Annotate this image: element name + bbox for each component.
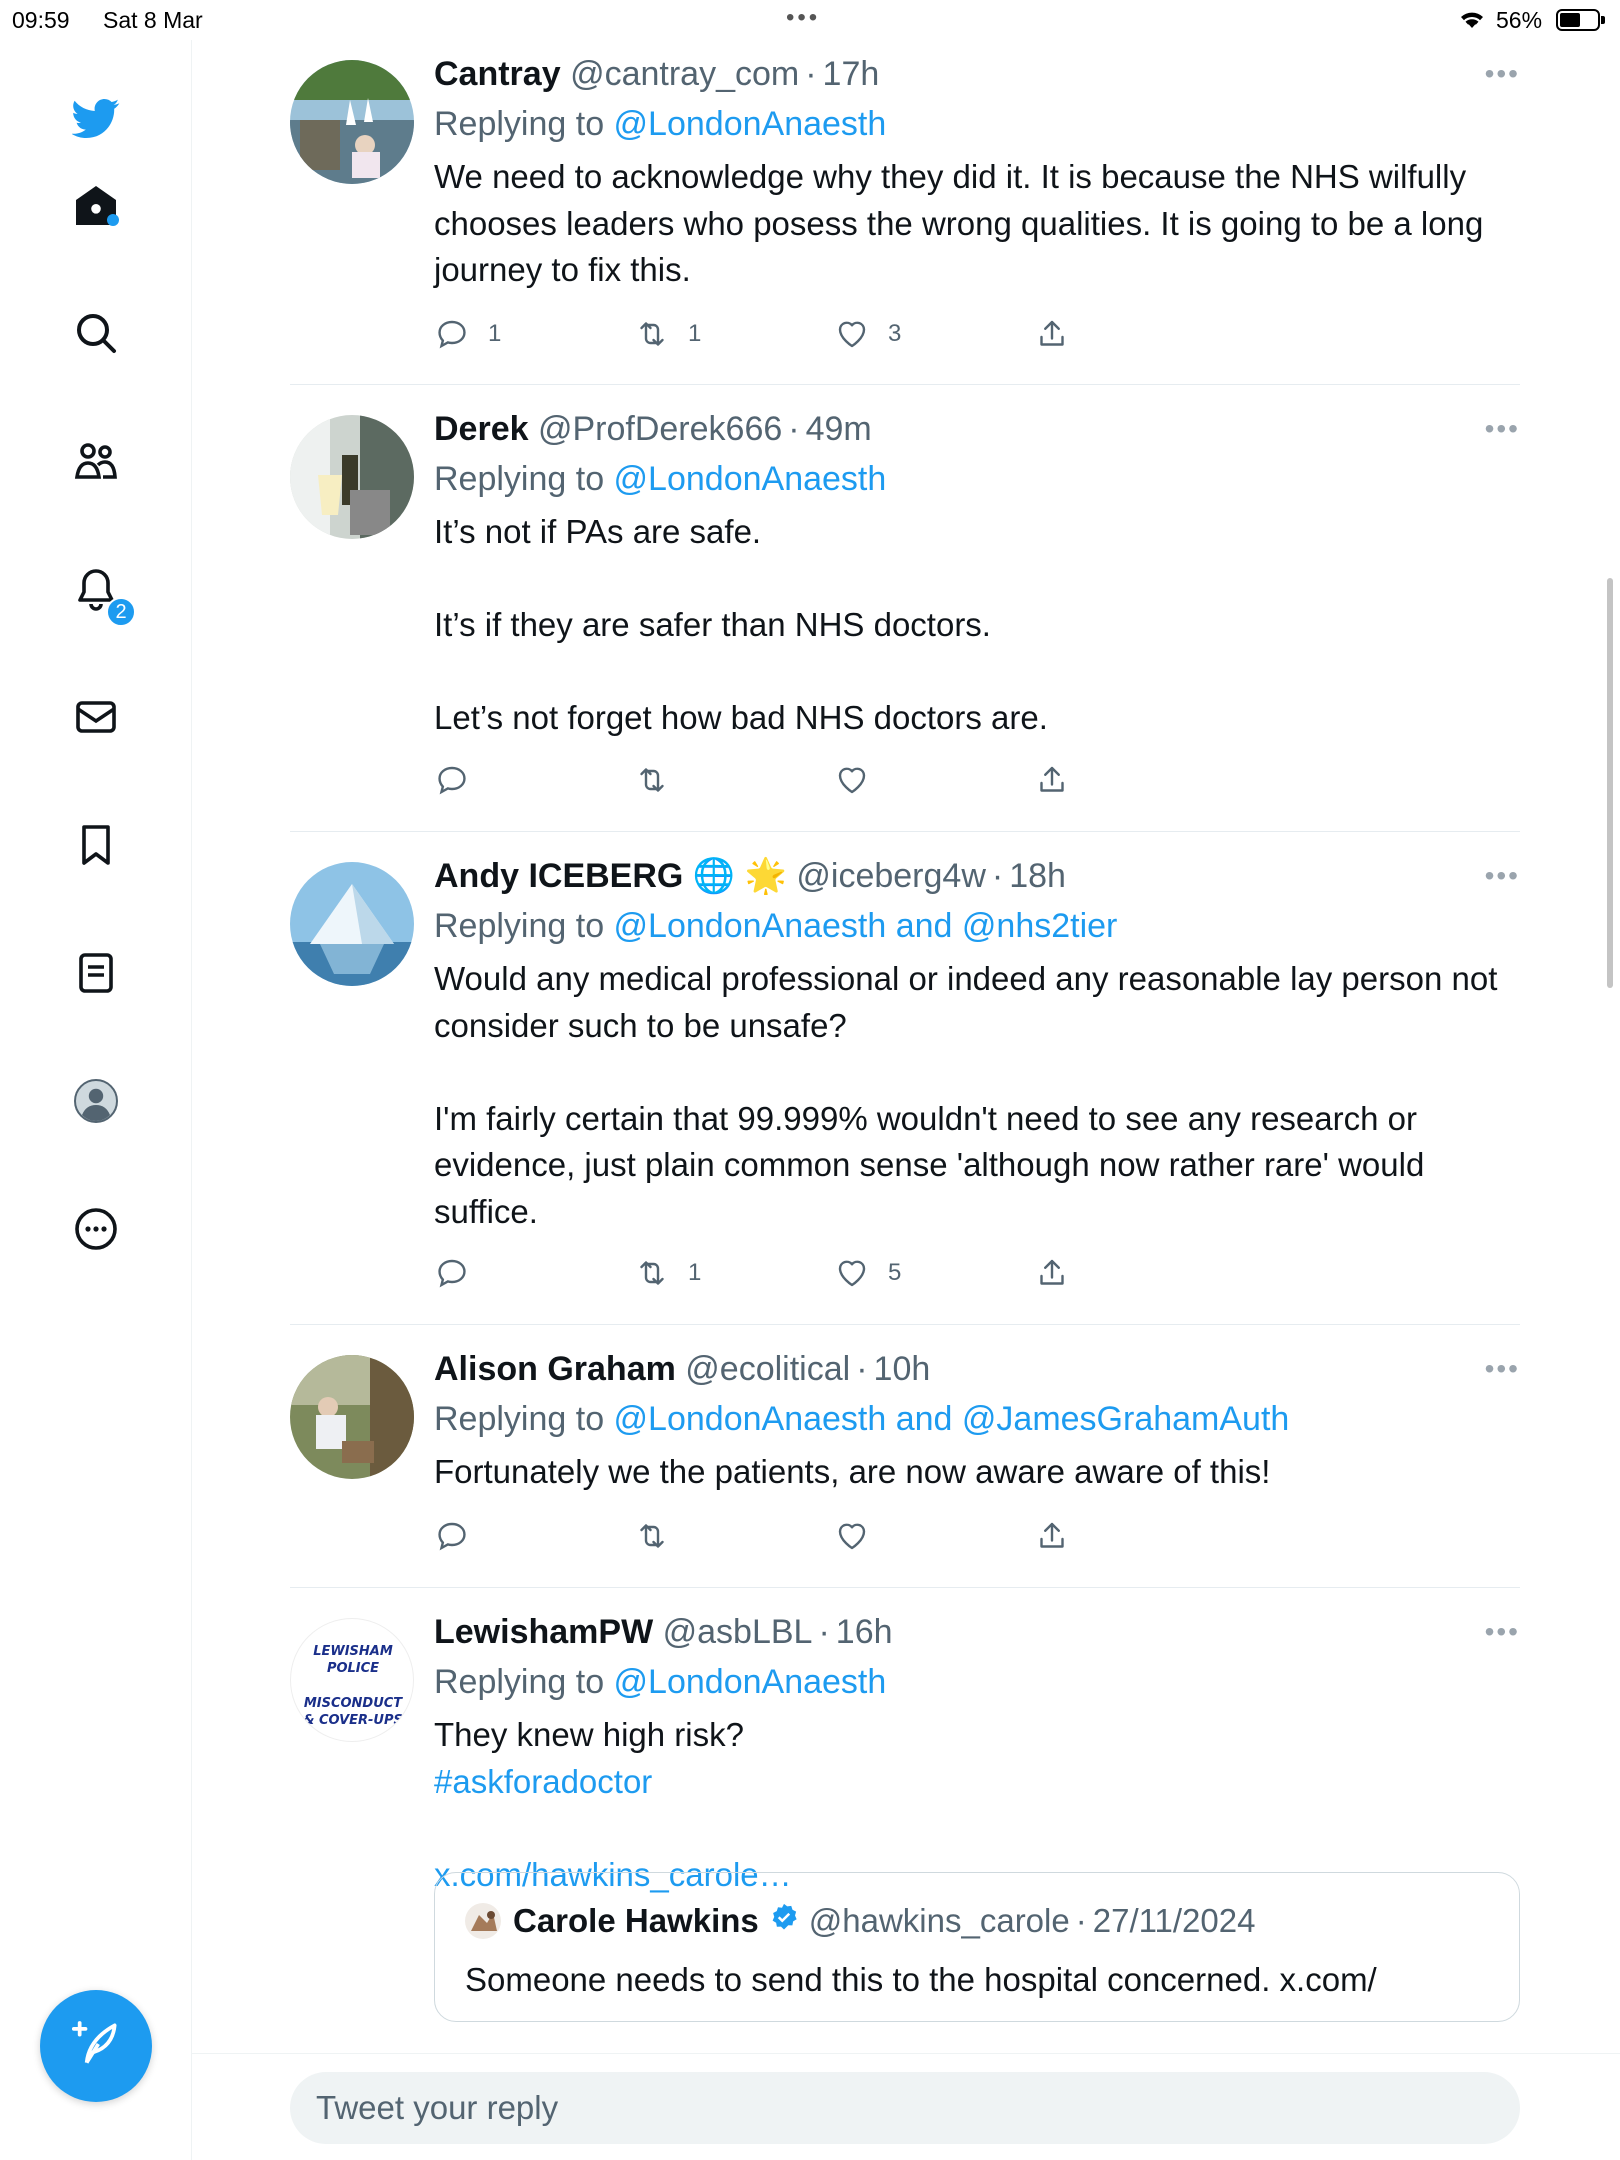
handle[interactable]: @asbLBL xyxy=(662,1613,813,1651)
mention-link[interactable]: @LondonAnaesth xyxy=(613,460,887,498)
share-button[interactable] xyxy=(1034,1255,1070,1291)
separator: · xyxy=(856,1350,868,1388)
more-icon[interactable]: ••• xyxy=(1484,1616,1520,1647)
tweet[interactable] xyxy=(290,1588,1520,2108)
like-button[interactable] xyxy=(834,1255,901,1291)
scrollbar[interactable] xyxy=(1607,578,1613,988)
reply-icon xyxy=(434,1518,470,1554)
retweet-icon xyxy=(634,316,670,352)
name-emoji: 🌐 🌟 xyxy=(692,857,787,895)
avatar[interactable] xyxy=(290,415,414,539)
retweet-icon xyxy=(634,1255,670,1291)
separator: · xyxy=(1075,1902,1087,1939)
share-button[interactable] xyxy=(1034,1518,1070,1554)
retweet-button[interactable] xyxy=(634,1255,701,1291)
status-date: Sat 8 Mar xyxy=(103,7,203,33)
compose-icon xyxy=(68,2016,124,2077)
status-bar xyxy=(0,0,1620,40)
tweet-text: It’s not if PAs are safe. It’s if they are safer than NHS doctors. Let’s not forget how bad NHS doctors are. xyxy=(434,513,1048,736)
replying-to xyxy=(434,459,1520,499)
display-name[interactable]: Cantray xyxy=(434,55,561,93)
replying-to xyxy=(434,906,1520,946)
reply-input[interactable] xyxy=(290,2072,1520,2144)
status-time: 09:59 xyxy=(12,7,70,33)
reply-icon xyxy=(434,762,470,798)
tweet[interactable] xyxy=(290,40,1520,385)
timestamp[interactable]: 18h xyxy=(1009,857,1066,895)
mention-link[interactable]: @LondonAnaesth xyxy=(613,105,887,143)
tweet-text-body: They knew high risk? xyxy=(434,1716,744,1753)
battery-percent: 56% xyxy=(1496,7,1543,33)
separator: · xyxy=(805,55,817,93)
replying-prefix: Replying to xyxy=(434,105,614,143)
handle[interactable]: @ecolitical xyxy=(685,1350,851,1388)
reply-button[interactable] xyxy=(434,316,501,352)
quote-avatar[interactable] xyxy=(465,1903,501,1939)
handle[interactable]: @iceberg4w xyxy=(796,857,986,895)
quote-text: Someone needs to send this to the hospital concerned. x.com/ xyxy=(465,1961,1377,1998)
replying-to xyxy=(434,1399,1520,1439)
replying-prefix: Replying to xyxy=(434,1663,614,1701)
reply-feed xyxy=(290,40,1520,2108)
profile-icon[interactable] xyxy=(68,1073,124,1129)
reply-button[interactable] xyxy=(434,762,488,798)
like-count: 3 xyxy=(888,320,902,347)
more-circle-icon[interactable] xyxy=(68,1201,124,1257)
sidebar-nav xyxy=(0,40,192,2160)
hashtag-link[interactable]: #askforadoctor xyxy=(434,1762,653,1800)
timestamp[interactable]: 49m xyxy=(805,410,872,448)
retweet-count: 1 xyxy=(688,1259,702,1286)
handle[interactable]: @cantray_com xyxy=(570,55,800,93)
share-button[interactable] xyxy=(1034,762,1070,798)
battery-icon xyxy=(1556,9,1600,31)
handle[interactable]: @ProfDerek666 xyxy=(537,410,783,448)
avatar[interactable] xyxy=(290,862,414,986)
retweet-icon xyxy=(634,1518,670,1554)
tweet[interactable] xyxy=(290,1325,1520,1588)
replying-to xyxy=(434,1662,1520,1702)
mail-icon[interactable] xyxy=(68,689,124,745)
avatar[interactable] xyxy=(290,60,414,184)
verified-icon xyxy=(769,1901,799,1941)
compose-button[interactable] xyxy=(40,1990,152,2102)
timestamp[interactable]: 10h xyxy=(873,1350,931,1388)
home-notification-dot xyxy=(107,214,119,226)
separator: · xyxy=(788,410,800,448)
retweet-icon xyxy=(634,762,670,798)
tweet-text: Fortunately we the patients, are now aware aware of this! xyxy=(434,1453,1271,1490)
heart-icon xyxy=(834,1518,870,1554)
reply-button[interactable] xyxy=(434,1255,488,1291)
like-button[interactable] xyxy=(834,762,888,798)
share-icon xyxy=(1034,762,1070,798)
quote-display-name[interactable]: Carole Hawkins xyxy=(513,1902,759,1939)
more-icon[interactable]: ••• xyxy=(1484,860,1520,891)
heart-icon xyxy=(834,1255,870,1291)
mention-link[interactable]: @LondonAnaesth and @nhs2tier xyxy=(613,907,1118,945)
display-name[interactable]: Alison Graham xyxy=(434,1350,676,1388)
retweet-button[interactable] xyxy=(634,762,688,798)
display-name[interactable]: Andy ICEBERG xyxy=(434,857,684,895)
avatar-text: & COVER-UPS xyxy=(303,1713,403,1728)
tweet[interactable] xyxy=(290,385,1520,832)
bookmark-icon[interactable] xyxy=(68,817,124,873)
retweet-button[interactable] xyxy=(634,316,701,352)
like-count: 5 xyxy=(888,1259,902,1286)
quote-handle[interactable]: @hawkins_carole xyxy=(808,1902,1070,1939)
retweet-count: 1 xyxy=(688,320,702,347)
people-icon[interactable] xyxy=(68,433,124,489)
wifi-icon xyxy=(1458,8,1486,36)
avatar-text: LEWISHAM xyxy=(313,1644,393,1659)
quote-date[interactable]: 27/11/2024 xyxy=(1092,1902,1256,1939)
avatar-text: POLICE xyxy=(326,1661,380,1676)
tweet[interactable] xyxy=(290,832,1520,1325)
heart-icon xyxy=(834,316,870,352)
avatar-text: MISCONDUCT xyxy=(303,1696,403,1711)
mention-link[interactable]: @LondonAnaesth xyxy=(613,1663,887,1701)
avatar[interactable] xyxy=(290,1355,414,1479)
replying-prefix: Replying to xyxy=(434,907,614,945)
reply-count: 1 xyxy=(488,320,502,347)
display-name[interactable]: LewishamPW xyxy=(434,1613,654,1651)
separator: · xyxy=(818,1613,830,1651)
timestamp[interactable]: 16h xyxy=(835,1613,893,1651)
share-icon xyxy=(1034,1255,1070,1291)
reply-icon xyxy=(434,316,470,352)
tweet-text: We need to acknowledge why they did it. It is because the NHS wilfully chooses leaders who posess the wrong qualities. It is going to be a long journey to fix this. xyxy=(434,158,1493,288)
replying-prefix: Replying to xyxy=(434,1400,614,1438)
retweet-button[interactable] xyxy=(634,1518,688,1554)
notifications-badge: 2 xyxy=(106,597,136,627)
more-icon[interactable]: ••• xyxy=(1484,58,1520,89)
reply-button[interactable] xyxy=(434,1518,488,1554)
tweet-text xyxy=(434,1712,1520,1898)
reply-icon xyxy=(434,1255,470,1291)
share-icon xyxy=(1034,316,1070,352)
like-button[interactable] xyxy=(834,1518,888,1554)
more-icon[interactable]: ••• xyxy=(1484,1353,1520,1384)
replying-to xyxy=(434,104,1520,144)
quoted-tweet[interactable] xyxy=(434,1872,1520,2022)
list-icon[interactable] xyxy=(68,945,124,1001)
tweet-text: Would any medical professional or indeed any reasonable lay person not consider such to be unsafe? I'm fairly certain that 99.999% wouldn't need to see any research or evidence, just plain common sense 'although now rather rare' would suffice. xyxy=(434,960,1498,1230)
replying-prefix: Replying to xyxy=(434,460,614,498)
multitask-dots[interactable]: ••• xyxy=(786,4,821,31)
separator: · xyxy=(991,857,1004,895)
heart-icon xyxy=(834,762,870,798)
more-icon[interactable]: ••• xyxy=(1484,413,1520,444)
timestamp[interactable]: 17h xyxy=(822,55,880,93)
bird-icon[interactable] xyxy=(68,90,124,146)
share-button[interactable] xyxy=(1034,316,1070,352)
avatar[interactable] xyxy=(290,1618,414,1742)
display-name[interactable]: Derek xyxy=(434,410,529,448)
search-icon[interactable] xyxy=(68,305,124,361)
share-icon xyxy=(1034,1518,1070,1554)
like-button[interactable] xyxy=(834,316,901,352)
mention-link[interactable]: @LondonAnaesth and @JamesGrahamAuth xyxy=(613,1400,1290,1438)
reply-bar xyxy=(192,2053,1620,2160)
url-link[interactable]: x.com/hawkins_carole… xyxy=(434,1855,792,1893)
